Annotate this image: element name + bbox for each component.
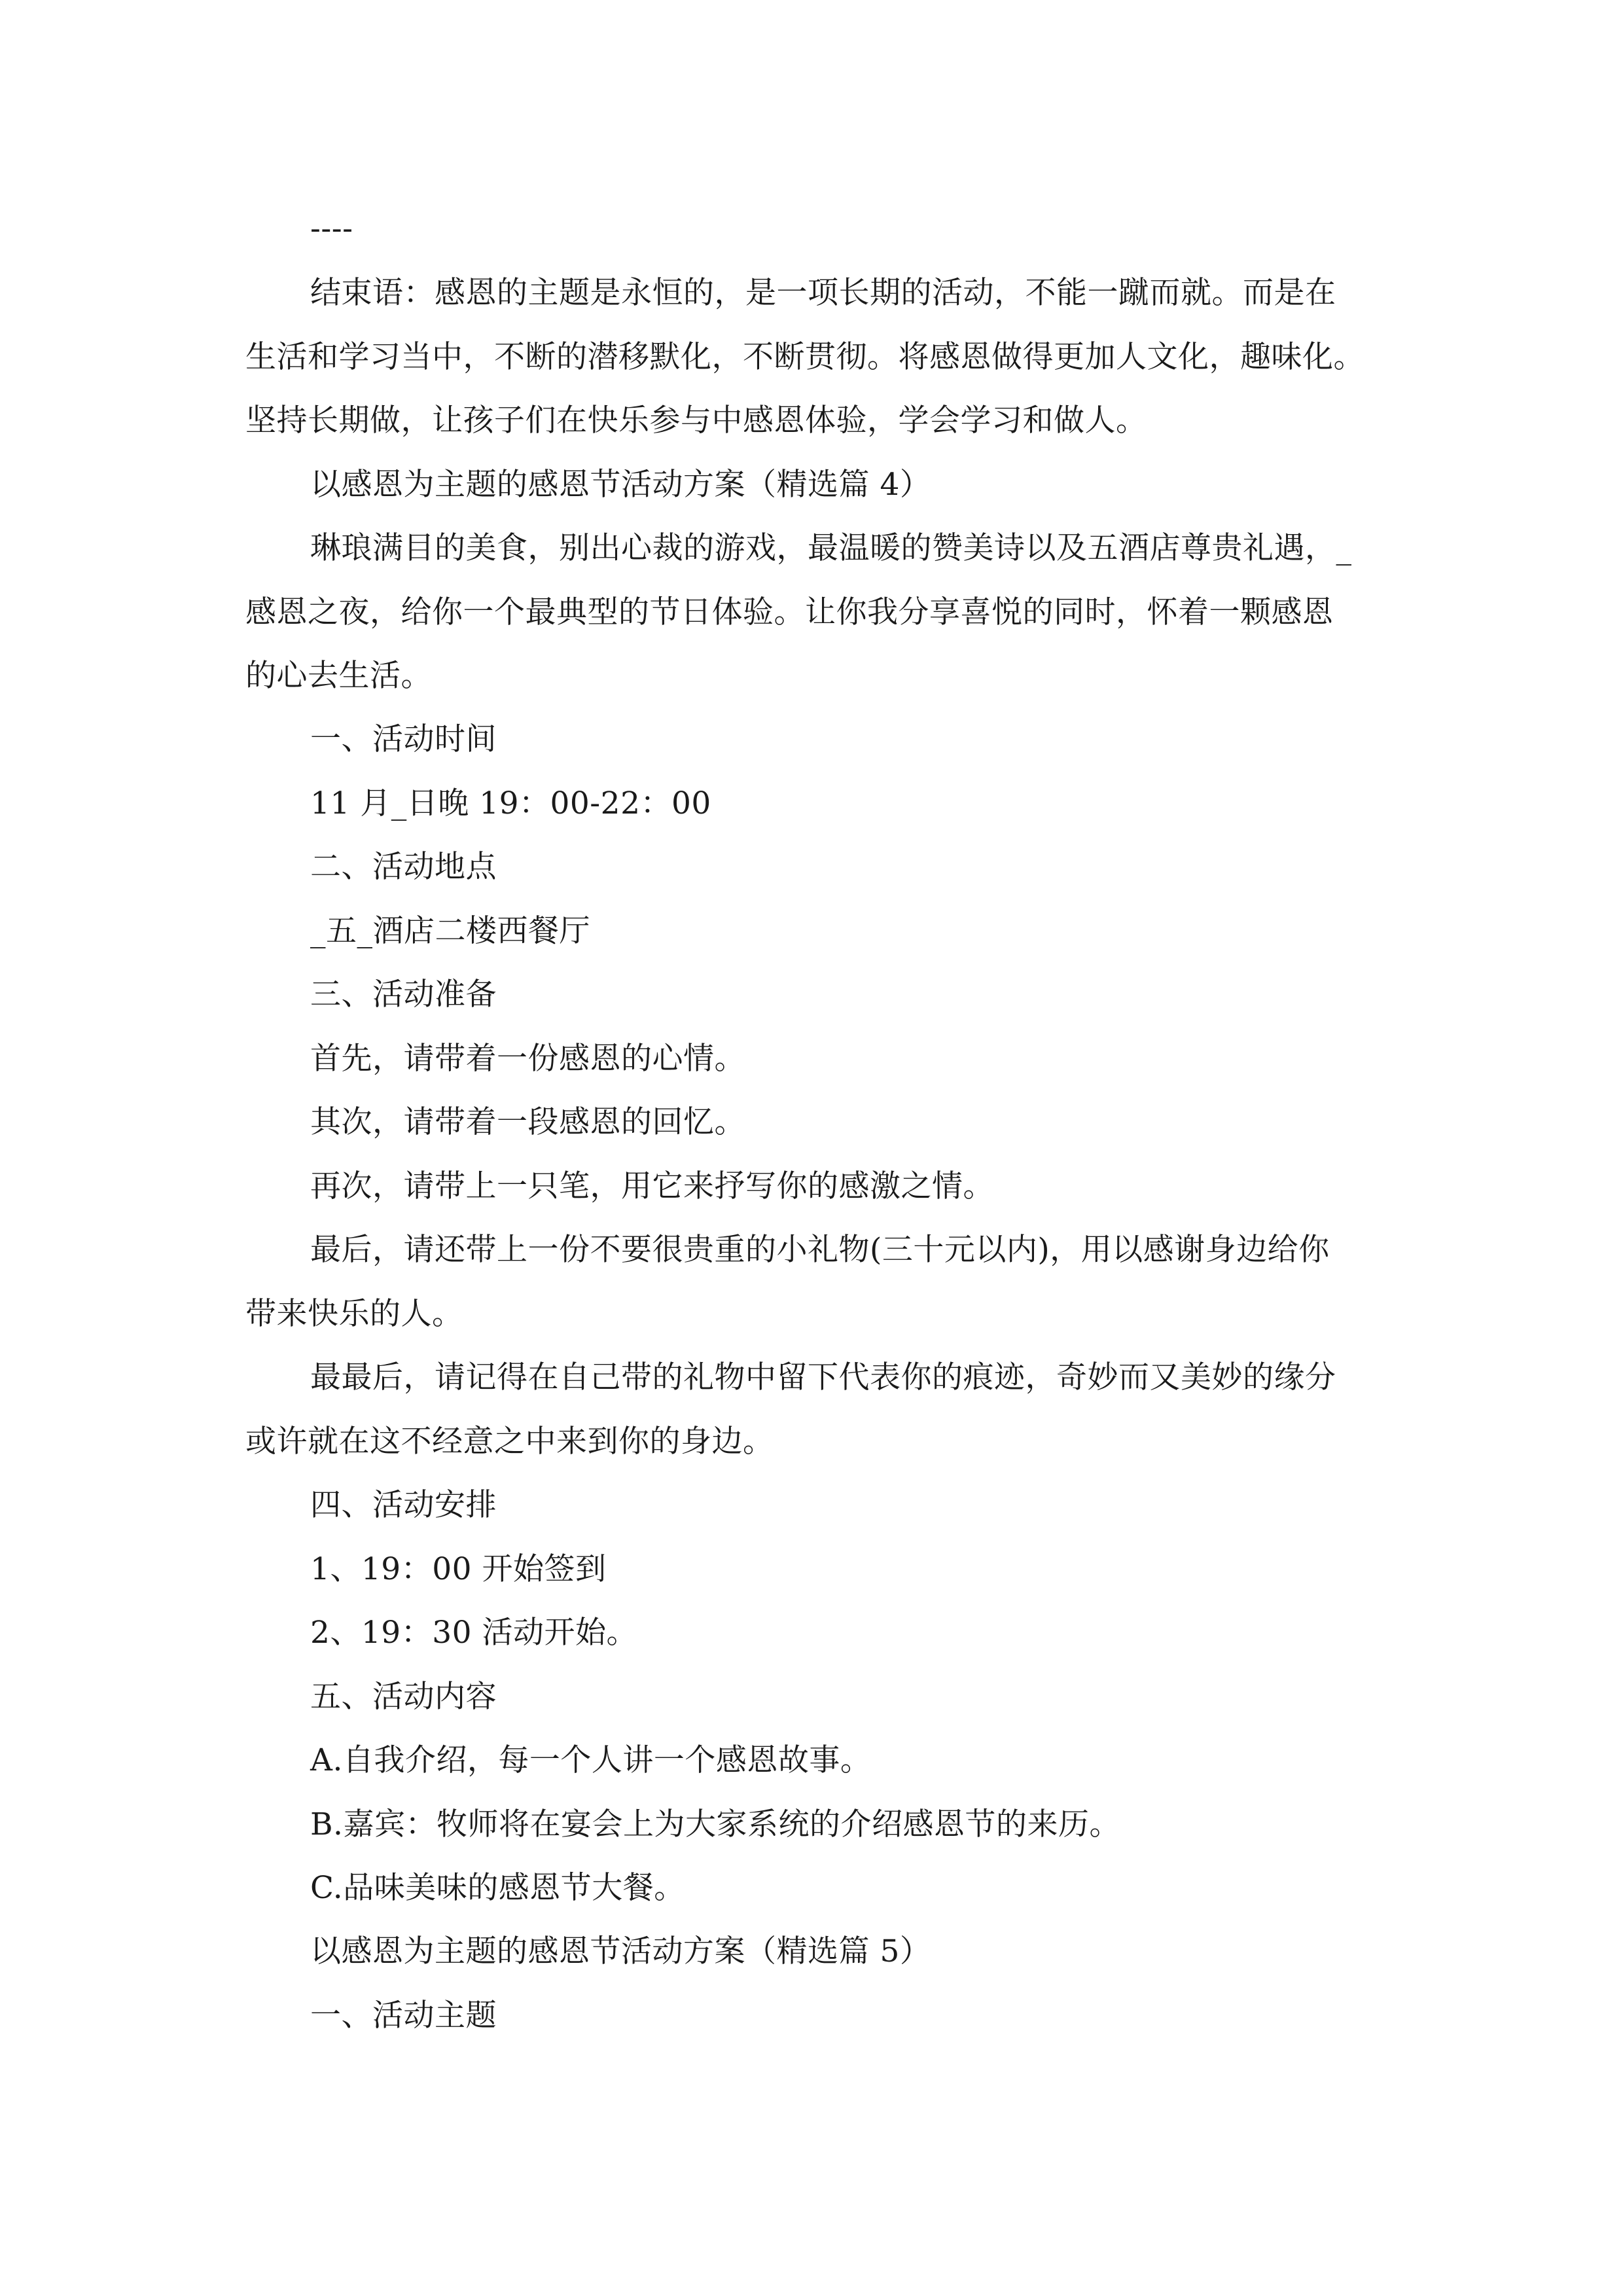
paragraph-line: C.品味美味的感恩节大餐。: [310, 1870, 685, 1906]
subheading: 一、活动主题: [310, 1998, 497, 2034]
paragraph-line: 结束语：感恩的主题是永恒的，是一项长期的活动，不能一蹴而就。而是在: [310, 275, 1336, 311]
paragraph-line: 1、19：00 开始签到: [310, 1551, 607, 1587]
paragraph-line: 带来快乐的人。: [245, 1296, 463, 1332]
paragraph-line: 生活和学习当中，不断的潜移默化，不断贯彻。将感恩做得更加人文化，趣味化。: [245, 339, 1364, 375]
paragraph-line: 最后，请还带上一份不要很贵重的小礼物(三十元以内)，用以感谢身边给你: [310, 1232, 1330, 1268]
separator-dashes: ----: [310, 211, 353, 247]
subheading: 二、活动地点: [310, 849, 497, 885]
subheading: 一、活动时间: [310, 721, 497, 757]
subheading: 四、活动安排: [310, 1487, 497, 1523]
subheading: 三、活动准备: [310, 977, 497, 1013]
paragraph-line: 最最后，请记得在自己带的礼物中留下代表你的痕迹，奇妙而又美妙的缘分: [310, 1359, 1336, 1395]
paragraph-line: B.嘉宾：牧师将在宴会上为大家系统的介绍感恩节的来历。: [310, 1806, 1120, 1842]
paragraph-line: 11 月_日晚 19：00-22：00: [310, 785, 711, 821]
paragraph-line: A.自我介绍，每一个人讲一个感恩故事。: [310, 1742, 872, 1778]
paragraph-line: 再次，请带上一只笔，用它来抒写你的感激之情。: [310, 1168, 994, 1204]
section-heading: 以感恩为主题的感恩节活动方案（精选篇 5）: [310, 1933, 931, 1969]
paragraph-line: 坚持长期做，让孩子们在快乐参与中感恩体验，学会学习和做人。: [245, 403, 1147, 439]
paragraph-line: 其次，请带着一段感恩的回忆。: [310, 1104, 745, 1140]
paragraph-line: 首先，请带着一份感恩的心情。: [310, 1041, 745, 1077]
paragraph-line: 的心去生活。: [245, 658, 432, 694]
paragraph-line: _五_酒店二楼西餐厅: [310, 913, 590, 949]
section-heading: 以感恩为主题的感恩节活动方案（精选篇 4）: [310, 467, 931, 503]
paragraph-line: 琳琅满目的美食，别出心裁的游戏，最温暖的赞美诗以及五酒店尊贵礼遇，_: [310, 530, 1352, 566]
paragraph-line: 2、19：30 活动开始。: [310, 1615, 637, 1651]
paragraph-line: 或许就在这不经意之中来到你的身边。: [245, 1424, 774, 1460]
subheading: 五、活动内容: [310, 1679, 497, 1715]
paragraph-line: 感恩之夜，给你一个最典型的节日体验。让你我分享喜悦的同时，怀着一颗感恩: [245, 594, 1334, 630]
